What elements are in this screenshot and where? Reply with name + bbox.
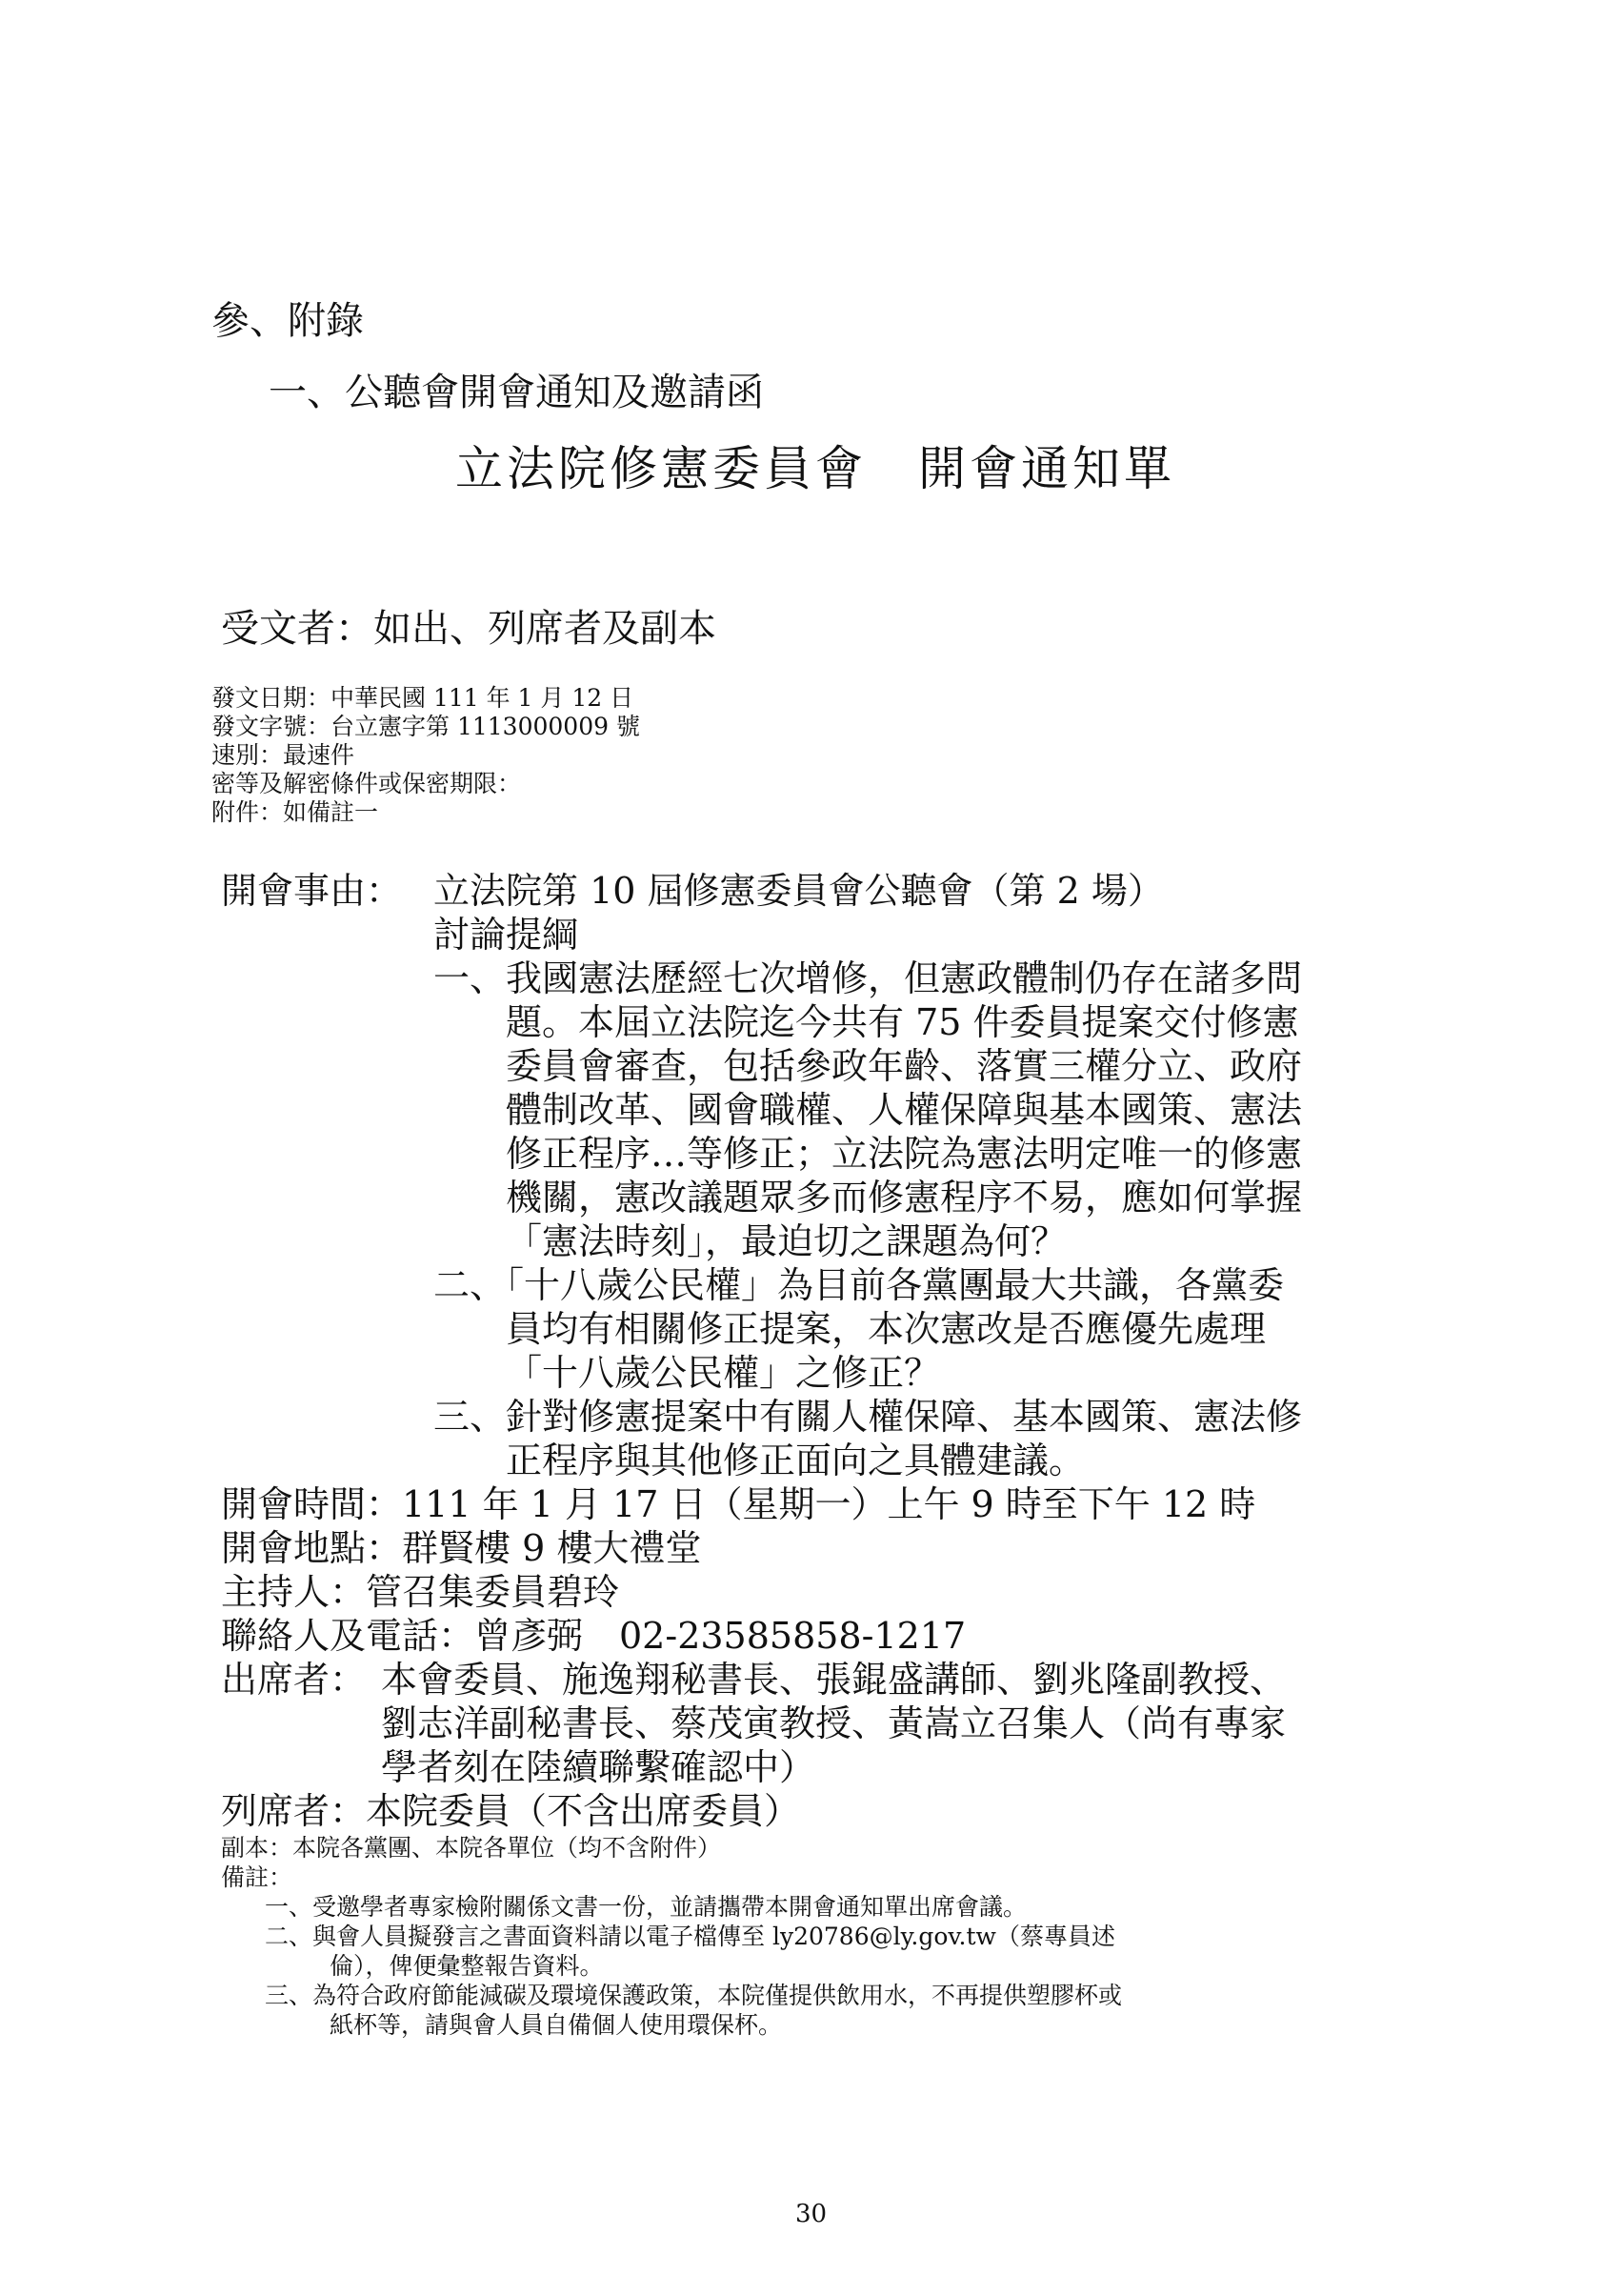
outline-item-line: 員均有相關修正提案，本次憲改是否應優先處理 <box>506 1308 1267 1350</box>
section-heading: 參、附錄 <box>211 299 364 343</box>
attendees-label: 出席者： <box>221 1659 367 1701</box>
recipient-line: 受文者：如出、列席者及副本 <box>221 607 716 651</box>
attachment: 附件：如備註一 <box>211 798 379 826</box>
outline-item-line: 題。本屆立法院迄今共有 75 件委員提案交付修憲 <box>506 1001 1299 1043</box>
attendees-line: 學者刻在陸續聯繫確認中） <box>381 1746 816 1788</box>
issue-date: 發文日期：中華民國 111 年 1 月 12 日 <box>211 684 634 712</box>
attendees-line: 劉志洋副秘書長、蔡茂寅教授、黃嵩立召集人（尚有專家 <box>381 1702 1287 1744</box>
note-line: 紙杯等，請與會人員自備個人使用環保杯。 <box>330 2011 783 2039</box>
meeting-subject: 立法院第 10 屆修憲委員會公聽會（第 2 場） <box>433 870 1164 912</box>
outline-item-line: 修正程序…等修正；立法院為憲法明定唯一的修憲 <box>506 1133 1303 1175</box>
meeting-subject-label: 開會事由： <box>221 870 403 912</box>
note-line: 二、與會人員擬發言之書面資料請以電子檔傳至 ly20786@ly.gov.tw（蔡專員述 <box>265 1923 1115 1950</box>
note-line: 三、為符合政府節能減碳及環境保護政策，本院僅提供飲用水，不再提供塑膠杯或 <box>265 1982 1123 2009</box>
meeting-time: 開會時間：111 年 1 月 17 日（星期一）上午 9 時至下午 12 時 <box>221 1483 1256 1525</box>
outline-item-line: 正程序與其他修正面向之具體建議。 <box>506 1440 1086 1481</box>
note-line: 一、受邀學者專家檢附關係文書一份，並請攜帶本開會通知單出席會議。 <box>265 1893 1028 1921</box>
outline-item-line: 「憲法時刻」，最迫切之課題為何？ <box>506 1220 1068 1262</box>
outline-item-line: 三、針對修憲提案中有關人權保障、基本國策、憲法修 <box>433 1396 1303 1438</box>
urgency: 速別：最速件 <box>211 741 355 769</box>
notes-label: 備註： <box>221 1863 293 1891</box>
issue-number: 發文字號：台立憲字第 1113000009 號 <box>211 713 640 740</box>
meeting-place: 開會地點：群賢樓 9 樓大禮堂 <box>221 1527 702 1569</box>
meeting-observers: 列席者：本院委員（不含出席委員） <box>221 1790 801 1832</box>
outline-label: 討論提綱 <box>433 914 579 956</box>
outline-item-line: 體制改革、國會職權、人權保障與基本國策、憲法 <box>506 1089 1303 1131</box>
note-line: 倫），俾便彙整報告資料。 <box>330 1952 604 1980</box>
confidentiality: 密等及解密條件或保密期限： <box>211 770 522 797</box>
outline-item-line: 機關，憲改議題眾多而修憲程序不易，應如何掌握 <box>506 1177 1303 1218</box>
outline-item-line: 委員會審查，包括參政年齡、落實三權分立、政府 <box>506 1045 1303 1087</box>
cc-line: 副本：本院各黨團、本院各單位（均不含附件） <box>221 1834 722 1862</box>
attendees-line: 本會委員、施逸翔秘書長、張錕盛講師、劉兆隆副教授、 <box>381 1659 1287 1701</box>
outline-item-line: 「十八歲公民權」之修正？ <box>506 1352 941 1394</box>
meeting-host: 主持人：管召集委員碧玲 <box>221 1571 620 1613</box>
meeting-contact: 聯絡人及電話：曾彥弼 02-23585858-1217 <box>221 1615 967 1657</box>
outline-item-line: 一、我國憲法歷經七次增修，但憲政體制仍存在諸多問 <box>433 957 1303 999</box>
page-number: 30 <box>794 2200 828 2228</box>
subsection-heading: 一、公聽會開會通知及邀請函 <box>269 371 764 414</box>
outline-item-line: 二、「十八歲公民權」為目前各黨團最大共識，各黨委 <box>433 1264 1285 1306</box>
document-title: 立法院修憲委員會 開會通知單 <box>455 441 1175 496</box>
